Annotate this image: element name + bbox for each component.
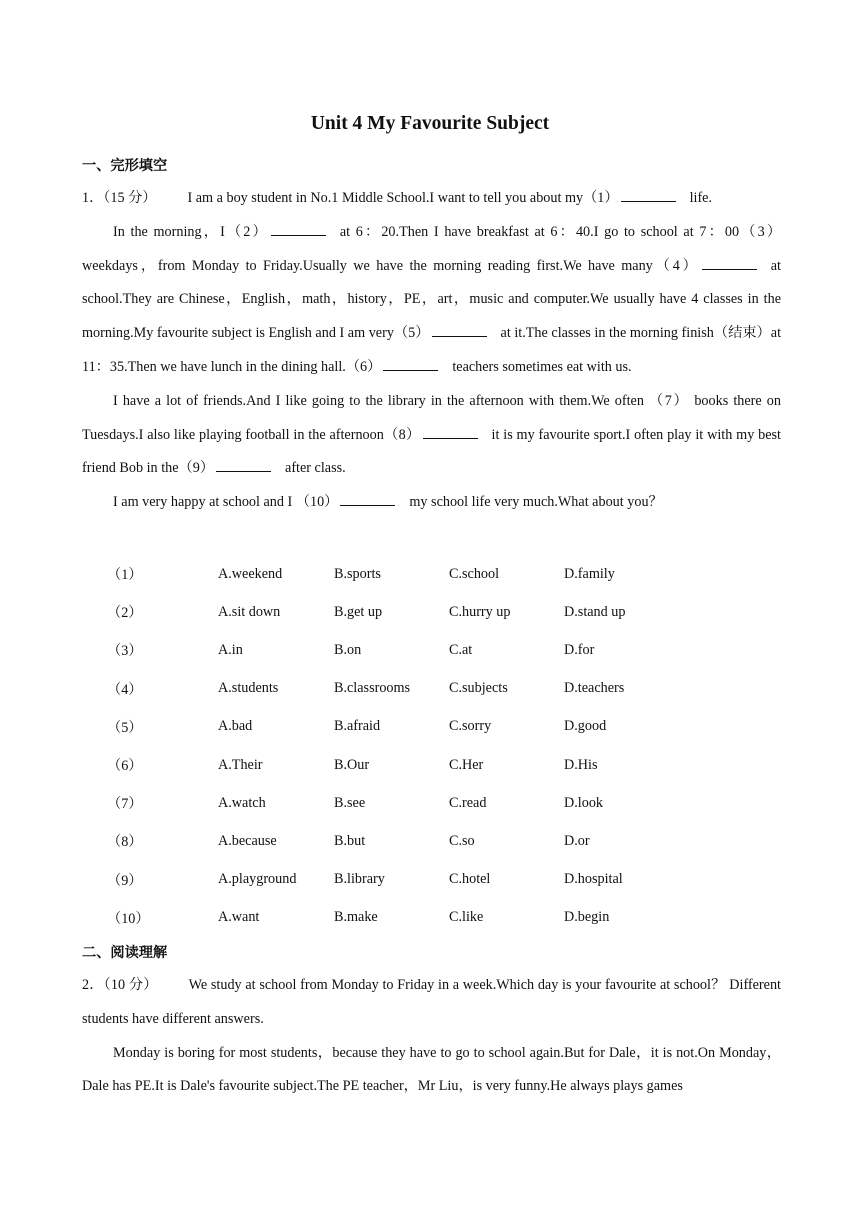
- option-a[interactable]: A.watch: [218, 794, 266, 811]
- option-row: [107, 593, 684, 631]
- option-row: [107, 670, 684, 708]
- option-number: （7）: [107, 796, 143, 813]
- option-number: （2）: [107, 605, 143, 622]
- option-c[interactable]: C.read: [449, 794, 487, 811]
- option-a[interactable]: A.bad: [218, 718, 253, 735]
- passage-text: life.: [689, 190, 713, 206]
- option-c[interactable]: C.like: [449, 909, 484, 926]
- blank-9[interactable]: [216, 457, 271, 472]
- passage-text: at school.They are Chinese，English，math，history，PE，art，music and computer.We usually have 4 classes in the morning.My favourite subject is English and I am very（5）: [82, 257, 781, 342]
- option-b[interactable]: B.sports: [334, 565, 381, 582]
- question-number: 2．（10 分）: [82, 977, 158, 993]
- blank-8[interactable]: [423, 424, 478, 439]
- option-a[interactable]: A.want: [218, 909, 260, 926]
- option-row: [107, 746, 684, 784]
- cloze-passage: [82, 182, 781, 520]
- option-a[interactable]: A.Their: [218, 756, 263, 773]
- option-c[interactable]: C.Her: [449, 756, 484, 773]
- passage-text: I am a boy student in No.1 Middle School.I want to tell you about my（1）: [187, 190, 619, 206]
- option-c[interactable]: C.subjects: [449, 680, 508, 697]
- option-a[interactable]: A.playground: [218, 871, 297, 888]
- option-d[interactable]: D.His: [564, 756, 598, 773]
- option-d[interactable]: D.stand up: [564, 603, 626, 620]
- option-c[interactable]: C.sorry: [449, 718, 492, 735]
- passage-text: teachers sometimes eat with us.: [452, 358, 632, 375]
- passage-text: I am very happy at school and I （10）: [113, 494, 339, 511]
- option-c[interactable]: C.hurry up: [449, 603, 511, 620]
- options-table: [107, 555, 684, 937]
- passage-text: In the morning，I（2）: [113, 223, 269, 240]
- option-row: [107, 708, 684, 746]
- blank-6[interactable]: [383, 356, 438, 371]
- option-d[interactable]: D.hospital: [564, 871, 623, 888]
- option-row: [107, 861, 684, 899]
- option-number: （6）: [107, 758, 143, 775]
- option-b[interactable]: B.library: [334, 871, 385, 888]
- option-d[interactable]: D.for: [564, 641, 595, 658]
- passage-text: at 6：20.Then I have breakfast at 6：40.I go to school at 7：00（3）weekdays，from Monday to Friday.Usually we have the morning reading first.We have many（4）: [82, 223, 782, 274]
- option-d[interactable]: D.begin: [564, 909, 610, 926]
- option-number: （8）: [107, 834, 143, 851]
- passage-text: I have a lot of friends.And I like going to the library in the afternoon with them.We often （7） books there on Tuesdays.I also like playing football in the afternoon（8）: [82, 392, 781, 443]
- option-b[interactable]: B.make: [334, 909, 378, 926]
- option-c[interactable]: C.so: [449, 832, 475, 849]
- blank-5[interactable]: [432, 322, 487, 337]
- option-row: [107, 784, 684, 822]
- option-d[interactable]: D.good: [564, 718, 607, 735]
- reading-passage: [82, 969, 781, 1104]
- passage-text: after class.: [285, 460, 346, 477]
- option-b[interactable]: B.on: [334, 641, 362, 658]
- section-heading-cloze: 一、完形填空: [82, 158, 168, 174]
- option-b[interactable]: B.classrooms: [334, 680, 411, 697]
- option-c[interactable]: C.school: [449, 565, 500, 582]
- option-a[interactable]: A.because: [218, 832, 277, 849]
- option-row: [107, 822, 684, 860]
- option-c[interactable]: C.hotel: [449, 871, 491, 888]
- option-row: [107, 899, 684, 937]
- option-b[interactable]: B.see: [334, 794, 366, 811]
- option-number: （1）: [107, 567, 143, 584]
- blank-4[interactable]: [702, 255, 757, 270]
- option-c[interactable]: C.at: [449, 641, 473, 658]
- option-number: （5）: [107, 719, 143, 736]
- passage-text: my school life very much.What about you？: [409, 494, 663, 511]
- blank-10[interactable]: [340, 491, 395, 506]
- option-number: （10）: [107, 910, 150, 927]
- option-a[interactable]: A.weekend: [218, 565, 283, 582]
- passage-text: Monday is boring for most students，because they have to go to school again.But for Dale，it is not.On Monday，Dale has PE.It is Dale's favourite subject.The PE teacher，Mr Liu，is very funny.He always plays games: [82, 1044, 781, 1095]
- option-b[interactable]: B.but: [334, 832, 366, 849]
- option-number: （4）: [107, 681, 143, 698]
- passage-text: We study at school from Monday to Friday in a week.Which day is your favourite at school？ Different students have different answers.: [82, 977, 781, 1027]
- option-number: （3）: [107, 643, 143, 660]
- option-a[interactable]: A.sit down: [218, 603, 281, 620]
- option-d[interactable]: D.teachers: [564, 680, 625, 697]
- option-d[interactable]: D.or: [564, 832, 590, 849]
- option-d[interactable]: D.family: [564, 565, 615, 582]
- passage-text: at it.The classes in the morning finish（结束）at 11：35.Then we have lunch in the dining hall.（6）: [82, 325, 782, 375]
- page-title: Unit 4 My Favourite Subject: [310, 113, 550, 134]
- question-number: 1．（15 分）: [82, 190, 157, 206]
- option-b[interactable]: B.Our: [334, 756, 370, 773]
- option-a[interactable]: A.in: [218, 641, 243, 658]
- blank-2[interactable]: [271, 221, 326, 236]
- section-heading-reading: 二、阅读理解: [82, 945, 168, 961]
- option-d[interactable]: D.look: [564, 794, 604, 811]
- option-number: （9）: [107, 872, 143, 889]
- passage-text: it is my favourite sport.I often play it with my best friend Bob in the（9）: [82, 426, 781, 477]
- option-a[interactable]: A.students: [218, 680, 279, 697]
- option-row: [107, 631, 684, 669]
- option-b[interactable]: B.afraid: [334, 718, 381, 735]
- option-b[interactable]: B.get up: [334, 603, 383, 620]
- blank-1[interactable]: [621, 187, 676, 202]
- option-row: [107, 555, 684, 593]
